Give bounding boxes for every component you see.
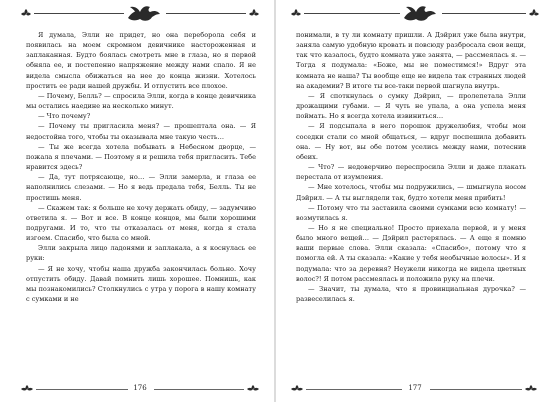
header-rule (442, 13, 526, 14)
left-page (0, 0, 270, 402)
right-footer (290, 382, 540, 396)
dragon-icon (126, 4, 162, 24)
footer-rule (306, 389, 402, 390)
page-number: 176 (133, 384, 147, 392)
paragraph: Элли закрыла лицо ладонями и заплакала, а я коснулась ее руки: (26, 244, 256, 263)
left-header-decoration (20, 4, 260, 24)
dragon-icon (402, 4, 438, 24)
paragraph: — Потому что ты заставила своими сумками всю комнату! — возмутилась я. (296, 203, 526, 222)
paragraph: — Скажем так: я больше не хочу держать обиду, — задумчиво ответила я. — Вот и все. В конце концов, мы были хорошими подругами. И то, что ты отказалась от меня, когда я стала изгоем. Спасибо, что была со мной. (26, 203, 256, 243)
paragraph: Я думала, Элли не придет, но она переборола себя и появилась на моем скромном девичнике настороженная и заплаканная. Будто боялась смотреть мне в глаза, но я первой обняла ее, и постепенно напряжение между нами спало. Я не видела смысла обижаться на нее до конца жизни. Хотелось простить ее ради нашей дружбы. И отпустить все плохое. (26, 31, 256, 90)
paragraph: — Что? — недоверчиво переспросила Элли и даже плакать перестала от изумления. (296, 163, 526, 182)
fleur-ornament-icon (290, 384, 304, 394)
fleur-ornament-icon (20, 8, 32, 20)
header-rule (34, 13, 124, 14)
fleur-ornament-icon (246, 384, 260, 394)
left-footer (20, 382, 260, 396)
paragraph: — Ты же всегда хотела побывать в Небесном дворце, — пожала я плечами. — Поэтому я и решила тебя пригласить. Тебе нравится здесь? (26, 142, 256, 172)
right-header-decoration (290, 4, 540, 24)
paragraph: — Значит, ты думала, что я провинциальная дурочка? — развеселилась я. (296, 284, 526, 304)
footer-rule (154, 389, 244, 390)
paragraph: — Я споткнулась о сумку Дэйрил, — пролепетала Элли дрожащими губами. — Я чуть не упала, а она успела меня поймать. Но я всегда хотела извиниться… (296, 91, 526, 121)
paragraph: — Я подсыпала в него порошок дружелюбия, чтобы мои соседки стали со мной общаться, — вдруг поспешила добавить она. — Ну вот, вы обе потом уселись между нами, потеснив обеих. (296, 122, 526, 161)
footer-rule (36, 389, 128, 390)
paragraph: понимали, в ту ли комнату пришли. А Дэйрил уже была внутри, заняла самую удобную кровать и повсюду разбросала свои вещи, так что казалось, будто комната уже занята, — рассмеялась я. — Тогда я подумала: «Боже, мы не поместимся!» Вдруг эта комната не наша? Ты вообще еще не видела так странных людей на академии? В итоге ты все-таки первой шагнула внутрь. (296, 31, 526, 90)
header-rule (166, 13, 246, 14)
fleur-ornament-icon (20, 384, 34, 394)
fleur-ornament-icon (290, 8, 302, 20)
paragraph: — Мне хотелось, чтобы мы подружились, — шмыгнула носом Дэйрил. — А ты выглядели так, будто хотели меня прибить! (296, 183, 526, 202)
book-gutter (274, 0, 276, 402)
paragraph: — Но я не специально! Просто приехала первой, и у меня было много вещей… — Дэйрил растерялась. — А еще я помню ваши первые слова. Элли сказала: «Спасибо», потому что я помогла ей. А ты сказала: «Какие у тебя необычные волосы». И я подумала: что за деревня? Неужели никогда не видела цветных волос?! Я потом рассмеялась и положила руку на плечи. (296, 223, 526, 283)
paragraph: — Да, тут потрясающе, но… — Элли замерла, и глаза ее наполнились слезами. — Но я ведь предала тебя, Белль. Ты не простишь меня. (26, 173, 256, 202)
header-rule (304, 13, 400, 14)
paragraph: — Что почему? (38, 112, 91, 121)
paragraph: — Я не хочу, чтобы наша дружба закончилась больно. Хочу отпустить обиду. Давай помнить лишь хорошее. Помнишь, как мы познакомились? Столкнулись с утра у порога в нашу комнату с сумками и не (26, 264, 256, 304)
paragraph: — Почему, Белль? — спросила Элли, когда в конце девичника мы остались наедине на несколько минут. (26, 91, 256, 111)
footer-rule (430, 389, 522, 390)
fleur-ornament-icon (524, 384, 538, 394)
fleur-ornament-icon (248, 8, 260, 20)
right-page (280, 0, 550, 402)
right-page-text (296, 30, 526, 304)
left-page-text (26, 30, 256, 304)
paragraph: — Почему ты пригласила меня? — прошептала она. — Я недостойна того, чтобы ты оказывала мне такую честь… (26, 122, 256, 141)
fleur-ornament-icon (528, 8, 540, 20)
page-number: 177 (408, 384, 422, 392)
